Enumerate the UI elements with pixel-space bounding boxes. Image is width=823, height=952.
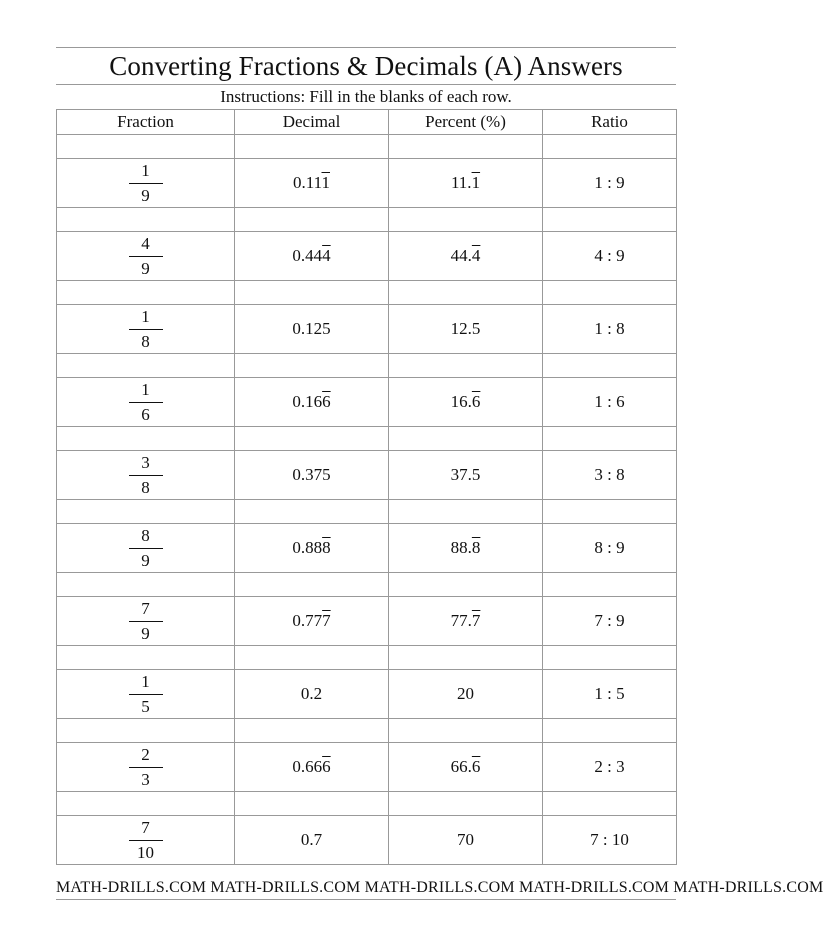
spacer-row <box>57 135 677 159</box>
spacer-row <box>57 792 677 816</box>
percent-value <box>451 757 481 777</box>
fraction-bar <box>129 183 163 184</box>
fraction <box>129 673 163 716</box>
percent-repeating-digit: 6 <box>471 392 481 411</box>
fraction-cell <box>57 597 235 646</box>
spacer-cell <box>57 646 235 670</box>
fraction-cell <box>57 232 235 281</box>
table-row <box>57 305 677 354</box>
percent-value <box>451 611 481 631</box>
spacer-cell <box>57 573 235 597</box>
spacer-cell <box>543 500 677 524</box>
percent-value <box>451 173 480 193</box>
fraction-bar <box>129 767 163 768</box>
spacer-cell <box>235 281 389 305</box>
table-row <box>57 159 677 208</box>
decimal-value <box>292 319 330 339</box>
spacer-cell <box>389 646 543 670</box>
spacer-cell <box>389 427 543 451</box>
percent-digits: 88. <box>450 538 472 557</box>
decimal-value <box>293 173 330 193</box>
column-header-ratio: Ratio <box>543 110 677 135</box>
spacer-cell <box>543 719 677 743</box>
fraction-cell <box>57 451 235 500</box>
fraction-cell <box>57 743 235 792</box>
fraction-numerator: 1 <box>141 160 150 180</box>
spacer-cell <box>543 646 677 670</box>
fraction-numerator: 1 <box>141 379 150 399</box>
percent-cell <box>389 159 543 208</box>
ratio-cell: 1 : 8 <box>543 305 677 354</box>
percent-value <box>451 392 481 412</box>
ratio-cell: 3 : 8 <box>543 451 677 500</box>
percent-digits: 66. <box>450 757 472 776</box>
decimal-value <box>292 538 330 558</box>
table-row <box>57 232 677 281</box>
percent-value <box>457 684 474 704</box>
fraction-numerator: 3 <box>141 452 150 472</box>
fraction-bar <box>129 475 163 476</box>
spacer-row <box>57 208 677 232</box>
spacer-cell <box>389 135 543 159</box>
spacer-cell <box>57 719 235 743</box>
spacer-cell <box>57 208 235 232</box>
percent-digits: 70 <box>457 830 474 849</box>
decimal-value <box>292 246 330 266</box>
fraction-bar <box>129 402 163 403</box>
percent-digits: 37.5 <box>450 465 481 484</box>
fraction-denominator: 9 <box>141 550 150 570</box>
fraction-denominator: 9 <box>141 623 150 643</box>
footer-rule <box>56 899 676 900</box>
spacer-cell <box>235 646 389 670</box>
decimal-value <box>301 830 322 850</box>
spacer-cell <box>543 427 677 451</box>
decimal-digits: 0.88 <box>292 538 323 557</box>
fraction-numerator: 2 <box>141 744 150 764</box>
decimal-value <box>292 392 330 412</box>
instructions-text: Instructions: Fill in the blanks of each row. <box>220 87 512 106</box>
percent-repeating-digit: 8 <box>471 538 481 557</box>
spacer-cell <box>543 281 677 305</box>
fraction-bar <box>129 256 163 257</box>
spacer-row <box>57 500 677 524</box>
table-row <box>57 597 677 646</box>
spacer-cell <box>235 135 389 159</box>
fraction-cell <box>57 305 235 354</box>
spacer-cell <box>57 354 235 378</box>
spacer-cell <box>389 208 543 232</box>
decimal-cell <box>235 305 389 354</box>
fraction-denominator: 6 <box>141 404 150 424</box>
column-header-fraction: Fraction <box>57 110 235 135</box>
fraction <box>129 600 163 643</box>
decimal-digits: 0.11 <box>293 173 322 192</box>
ratio-cell: 4 : 9 <box>543 232 677 281</box>
spacer-row <box>57 719 677 743</box>
spacer-cell <box>235 573 389 597</box>
fraction-bar <box>129 548 163 549</box>
decimal-cell <box>235 743 389 792</box>
decimal-cell <box>235 816 389 865</box>
decimal-digits: 0.66 <box>292 757 323 776</box>
fraction-bar <box>129 694 163 695</box>
column-header-decimal: Decimal <box>235 110 389 135</box>
percent-value <box>457 830 474 850</box>
decimal-value <box>292 757 330 777</box>
fraction-denominator: 8 <box>141 477 150 497</box>
spacer-cell <box>57 135 235 159</box>
decimal-cell <box>235 378 389 427</box>
fraction-cell <box>57 159 235 208</box>
fraction-cell <box>57 816 235 865</box>
percent-cell <box>389 597 543 646</box>
percent-cell <box>389 670 543 719</box>
fraction-numerator: 1 <box>141 306 150 326</box>
spacer-cell <box>389 573 543 597</box>
fraction-cell <box>57 378 235 427</box>
fraction-numerator: 7 <box>141 598 150 618</box>
spacer-cell <box>389 354 543 378</box>
percent-value <box>451 465 481 485</box>
spacer-row <box>57 281 677 305</box>
percent-repeating-digit: 6 <box>471 757 481 776</box>
fraction-denominator: 10 <box>137 842 154 862</box>
spacer-cell <box>389 719 543 743</box>
decimal-repeating-digit: 7 <box>322 611 331 630</box>
decimal-repeating-digit: 1 <box>321 173 330 192</box>
decimal-cell <box>235 524 389 573</box>
percent-value <box>451 538 481 558</box>
fraction <box>129 308 163 351</box>
decimal-value <box>292 611 330 631</box>
ratio-cell: 1 : 9 <box>543 159 677 208</box>
answers-table-body <box>57 110 677 865</box>
percent-digits: 16. <box>450 392 472 411</box>
fraction-numerator: 7 <box>141 817 150 837</box>
spacer-cell <box>235 500 389 524</box>
fraction-numerator: 8 <box>141 525 150 545</box>
spacer-cell <box>389 500 543 524</box>
worksheet <box>56 47 676 865</box>
fraction <box>129 162 163 205</box>
fraction-bar <box>129 621 163 622</box>
decimal-digits: 0.375 <box>292 465 331 484</box>
spacer-cell <box>543 573 677 597</box>
table-row <box>57 670 677 719</box>
percent-cell <box>389 378 543 427</box>
decimal-repeating-digit: 4 <box>322 246 331 265</box>
spacer-cell <box>235 792 389 816</box>
fraction-denominator: 9 <box>141 258 150 278</box>
ratio-cell: 1 : 6 <box>543 378 677 427</box>
decimal-digits: 0.44 <box>292 246 323 265</box>
fraction <box>129 819 163 862</box>
spacer-cell <box>57 792 235 816</box>
decimal-cell <box>235 159 389 208</box>
table-row <box>57 524 677 573</box>
spacer-cell <box>235 427 389 451</box>
spacer-row <box>57 427 677 451</box>
percent-repeating-digit: 1 <box>471 173 481 192</box>
fraction-denominator: 5 <box>141 696 150 716</box>
spacer-cell <box>235 719 389 743</box>
decimal-repeating-digit: 6 <box>322 757 331 776</box>
fraction-bar <box>129 329 163 330</box>
fraction <box>129 381 163 424</box>
spacer-cell <box>235 354 389 378</box>
spacer-cell <box>57 427 235 451</box>
table-header-row <box>57 110 677 135</box>
percent-value <box>451 246 481 266</box>
percent-digits: 12.5 <box>450 319 481 338</box>
fraction <box>129 527 163 570</box>
ratio-cell: 8 : 9 <box>543 524 677 573</box>
decimal-digits: 0.77 <box>292 611 323 630</box>
fraction-denominator: 9 <box>141 185 150 205</box>
spacer-cell <box>57 281 235 305</box>
table-row <box>57 743 677 792</box>
decimal-digits: 0.125 <box>292 319 331 338</box>
fraction-numerator: 1 <box>141 671 150 691</box>
table-row <box>57 378 677 427</box>
page-title: Converting Fractions & Decimals (A) Answers <box>109 51 623 81</box>
spacer-cell <box>57 500 235 524</box>
percent-repeating-digit: 7 <box>471 611 481 630</box>
fraction-cell <box>57 670 235 719</box>
fraction <box>129 746 163 789</box>
fraction-denominator: 3 <box>141 769 150 789</box>
table-row <box>57 816 677 865</box>
fraction <box>129 454 163 497</box>
percent-cell <box>389 305 543 354</box>
fraction-numerator: 4 <box>141 233 150 253</box>
decimal-cell <box>235 670 389 719</box>
spacer-cell <box>389 281 543 305</box>
spacer-row <box>57 646 677 670</box>
fraction-denominator: 8 <box>141 331 150 351</box>
spacer-row <box>57 573 677 597</box>
spacer-cell <box>543 135 677 159</box>
answers-table <box>56 109 677 865</box>
decimal-repeating-digit: 8 <box>322 538 331 557</box>
table-row <box>57 451 677 500</box>
percent-cell <box>389 816 543 865</box>
percent-digits: 11. <box>450 173 472 192</box>
percent-value <box>451 319 481 339</box>
decimal-cell <box>235 451 389 500</box>
spacer-cell <box>235 208 389 232</box>
ratio-cell: 1 : 5 <box>543 670 677 719</box>
decimal-value <box>292 465 330 485</box>
percent-cell <box>389 451 543 500</box>
fraction <box>129 235 163 278</box>
percent-cell <box>389 743 543 792</box>
percent-digits: 20 <box>457 684 474 703</box>
decimal-digits: 0.7 <box>300 830 323 849</box>
decimal-digits: 0.2 <box>300 684 323 703</box>
decimal-value <box>301 684 322 704</box>
spacer-cell <box>543 208 677 232</box>
decimal-cell <box>235 232 389 281</box>
spacer-cell <box>543 354 677 378</box>
percent-digits: 77. <box>450 611 472 630</box>
column-header-percent: Percent (%) <box>389 110 543 135</box>
decimal-digits: 0.16 <box>292 392 323 411</box>
ratio-cell: 7 : 9 <box>543 597 677 646</box>
ratio-cell: 7 : 10 <box>543 816 677 865</box>
spacer-cell <box>543 792 677 816</box>
decimal-cell <box>235 597 389 646</box>
fraction-cell <box>57 524 235 573</box>
percent-cell <box>389 232 543 281</box>
spacer-row <box>57 354 677 378</box>
decimal-repeating-digit: 6 <box>322 392 331 411</box>
percent-repeating-digit: 4 <box>471 246 481 265</box>
fraction-bar <box>129 840 163 841</box>
ratio-cell: 2 : 3 <box>543 743 677 792</box>
percent-digits: 44. <box>450 246 472 265</box>
percent-cell <box>389 524 543 573</box>
spacer-cell <box>389 792 543 816</box>
footer-watermark: MATH-DRILLS.COM MATH-DRILLS.COM MATH-DRILLS.COM MATH-DRILLS.COM MATH-DRILLS.COM <box>56 879 823 896</box>
